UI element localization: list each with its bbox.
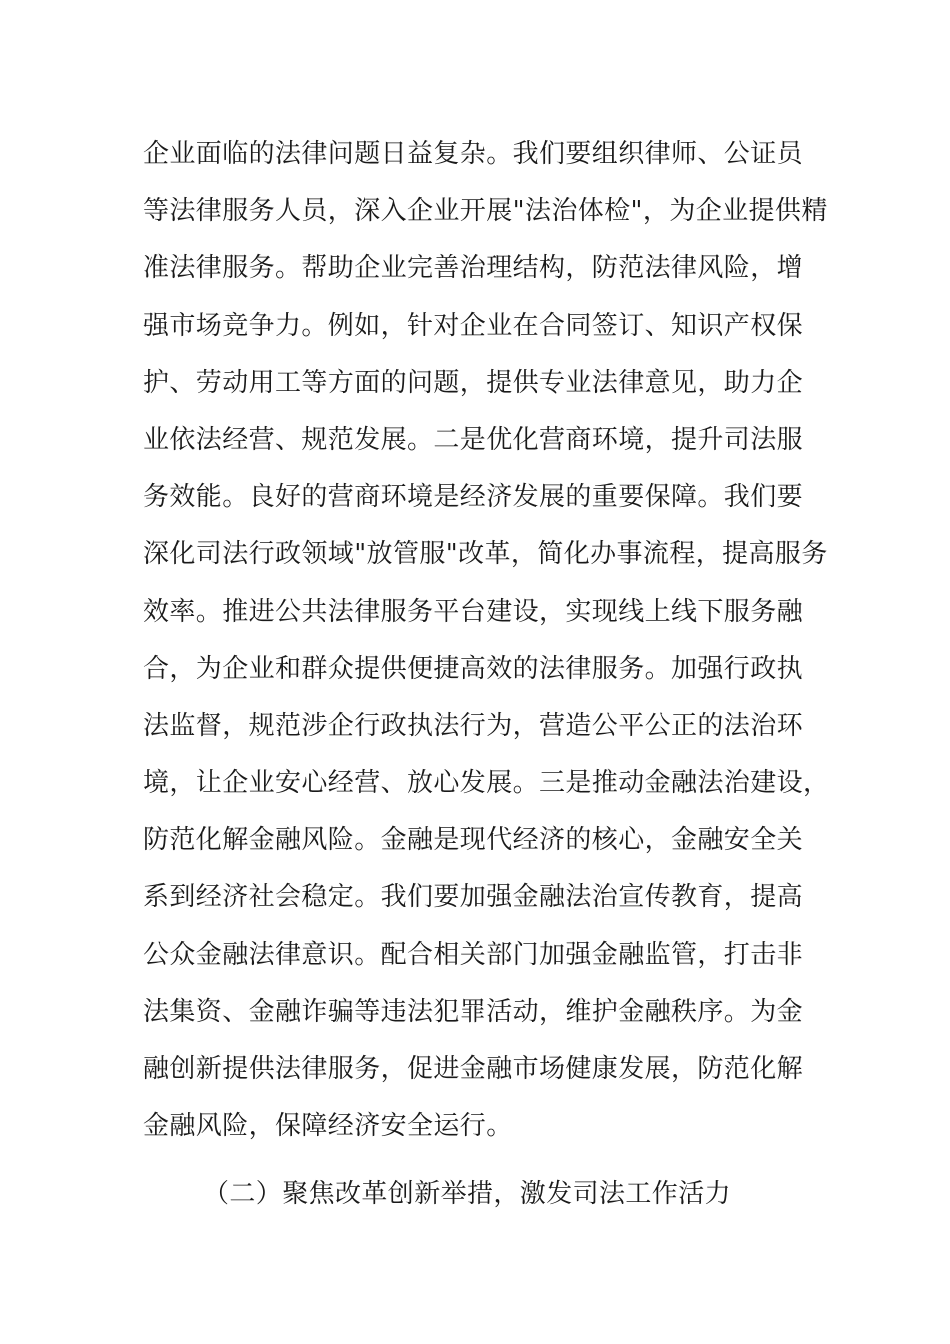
text-line-11: 法监督，规范涉企行政执法行为，营造公平公正的法治环 bbox=[143, 710, 804, 741]
text-line-3: 准法律服务。帮助企业完善治理结构，防范法律风险，增 bbox=[143, 253, 804, 284]
section-heading: （二）聚焦改革创新举措，激发司法工作活力 bbox=[203, 1179, 732, 1209]
body-text bbox=[143, 126, 830, 1155]
text-line-9: 效率。推进公共法律服务平台建设，实现线上线下服务融 bbox=[143, 596, 804, 627]
text-line-7: 务效能。良好的营商环境是经济发展的重要保障。我们要 bbox=[143, 482, 804, 513]
text-line-10: 合，为企业和群众提供便捷高效的法律服务。加强行政执 bbox=[143, 653, 804, 684]
text-line-14: 系到经济社会稳定。我们要加强金融法治宣传教育，提高 bbox=[143, 882, 804, 913]
text-line-13: 防范化解金融风险。金融是现代经济的核心，金融安全关 bbox=[143, 825, 804, 856]
text-line-16: 法集资、金融诈骗等违法犯罪活动，维护金融秩序。为金 bbox=[143, 996, 804, 1027]
text-line-15: 公众金融法律意识。配合相关部门加强金融监管，打击非 bbox=[143, 939, 804, 970]
text-line-8: 深化司法行政领域"放管服"改革，简化办事流程，提高服务 bbox=[143, 539, 828, 570]
text-line-1: 企业面临的法律问题日益复杂。我们要组织律师、公证员 bbox=[143, 139, 804, 169]
text-line-4: 强市场竞争力。例如，针对企业在合同签订、知识产权保 bbox=[143, 310, 804, 341]
text-line-6: 业依法经营、规范发展。二是优化营商环境，提升司法服 bbox=[143, 424, 804, 455]
text-line-12: 境，让企业安心经营、放心发展。三是推动金融法治建设， bbox=[143, 768, 830, 799]
text-line-5: 护、劳动用工等方面的问题，提供专业法律意见，助力企 bbox=[143, 367, 804, 398]
text-line-18: 金融风险，保障经济安全运行。 bbox=[143, 1111, 513, 1142]
text-line-17: 融创新提供法律服务，促进金融市场健康发展，防范化解 bbox=[143, 1054, 804, 1084]
text-line-2: 等法律服务人员，深入企业开展"法治体检"，为企业提供精 bbox=[143, 196, 828, 227]
